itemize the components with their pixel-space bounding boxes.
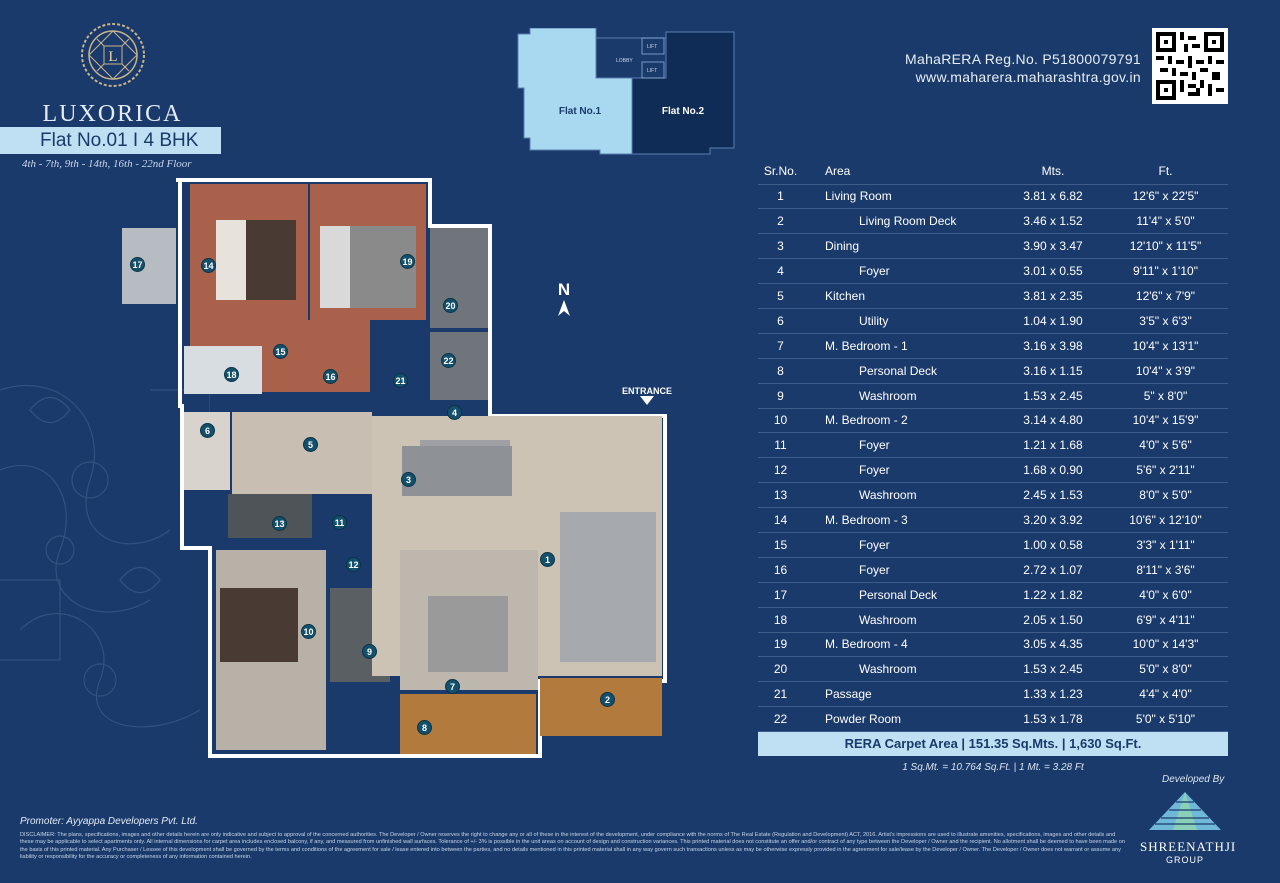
table-row bbox=[758, 508, 1228, 533]
row-ft: 5'0" x 5'10" bbox=[1103, 707, 1228, 732]
row-ft: 4'4" x 4'0" bbox=[1103, 682, 1228, 707]
plan-badge-14: 14 bbox=[201, 258, 216, 273]
row-mts: 1.00 x 0.58 bbox=[1003, 532, 1103, 557]
row-ft: 5" x 8'0" bbox=[1103, 383, 1228, 408]
floor-range: 4th - 7th, 9th - 14th, 16th - 22nd Floor bbox=[22, 158, 192, 170]
row-sr-no: 2 bbox=[758, 209, 803, 234]
plan-badge-8: 8 bbox=[417, 720, 432, 735]
row-ft: 9'11" x 1'10" bbox=[1103, 259, 1228, 284]
row-mts: 3.90 x 3.47 bbox=[1003, 234, 1103, 259]
row-area: Personal Deck bbox=[803, 582, 1003, 607]
table-row bbox=[758, 184, 1228, 209]
row-area: Dining bbox=[803, 234, 1003, 259]
row-area: Personal Deck bbox=[803, 358, 1003, 383]
row-ft: 4'0" x 5'6" bbox=[1103, 433, 1228, 458]
developer-logo bbox=[1140, 790, 1237, 865]
table-body bbox=[758, 184, 1228, 732]
row-area: M. Bedroom - 3 bbox=[803, 508, 1003, 533]
plan-badge-7: 7 bbox=[445, 679, 460, 694]
row-ft: 3'3" x 1'11" bbox=[1103, 532, 1228, 557]
table-row bbox=[758, 483, 1228, 508]
table-row bbox=[758, 284, 1228, 309]
row-area: Powder Room bbox=[803, 707, 1003, 732]
keyplan-flat-1: Flat No.1 bbox=[558, 106, 602, 117]
developer-pyramid-icon bbox=[1145, 790, 1225, 834]
row-sr-no: 21 bbox=[758, 682, 803, 707]
plan-badge-13: 13 bbox=[272, 516, 287, 531]
table-row bbox=[758, 408, 1228, 433]
row-ft: 10'6" x 12'10" bbox=[1103, 508, 1228, 533]
row-mts: 1.33 x 1.23 bbox=[1003, 682, 1103, 707]
table-row bbox=[758, 308, 1228, 333]
plan-badge-16: 16 bbox=[323, 369, 338, 384]
table-row bbox=[758, 433, 1228, 458]
row-ft: 10'0" x 14'3" bbox=[1103, 632, 1228, 657]
plan-badge-3: 3 bbox=[401, 472, 416, 487]
brand-name: LUXORICA bbox=[42, 101, 183, 127]
table-row bbox=[758, 458, 1228, 483]
row-sr-no: 5 bbox=[758, 284, 803, 309]
table-row bbox=[758, 532, 1228, 557]
plan-badge-20: 20 bbox=[443, 298, 458, 313]
entrance-arrow-icon bbox=[640, 396, 654, 405]
row-mts: 1.04 x 1.90 bbox=[1003, 308, 1103, 333]
plan-badge-11: 11 bbox=[332, 515, 347, 530]
row-sr-no: 13 bbox=[758, 483, 803, 508]
row-sr-no: 18 bbox=[758, 607, 803, 632]
row-area: Washroom bbox=[803, 607, 1003, 632]
row-mts: 1.53 x 1.78 bbox=[1003, 707, 1103, 732]
plan-badge-17: 17 bbox=[130, 257, 145, 272]
plan-badge-22: 22 bbox=[441, 353, 456, 368]
row-sr-no: 8 bbox=[758, 358, 803, 383]
row-sr-no: 4 bbox=[758, 259, 803, 284]
plan-badge-6: 6 bbox=[200, 423, 215, 438]
row-area: Foyer bbox=[803, 259, 1003, 284]
plan-badge-4: 4 bbox=[447, 405, 462, 420]
row-sr-no: 20 bbox=[758, 657, 803, 682]
plan-badge-2: 2 bbox=[600, 692, 615, 707]
row-mts: 3.20 x 3.92 bbox=[1003, 508, 1103, 533]
row-area: Foyer bbox=[803, 433, 1003, 458]
table-row bbox=[758, 259, 1228, 284]
keyplan-flat-2: Flat No.2 bbox=[661, 106, 705, 117]
row-ft: 6'9" x 4'11" bbox=[1103, 607, 1228, 632]
row-mts: 2.72 x 1.07 bbox=[1003, 557, 1103, 582]
keyplan-lift-2: LIFT bbox=[647, 68, 658, 74]
row-sr-no: 17 bbox=[758, 582, 803, 607]
row-sr-no: 12 bbox=[758, 458, 803, 483]
row-mts: 1.22 x 1.82 bbox=[1003, 582, 1103, 607]
row-sr-no: 14 bbox=[758, 508, 803, 533]
table-header-row bbox=[758, 159, 1228, 184]
row-ft: 4'0" x 6'0" bbox=[1103, 582, 1228, 607]
row-ft: 12'6" x 7'9" bbox=[1103, 284, 1228, 309]
entrance-label: ENTRANCE bbox=[622, 386, 673, 396]
plan-badge-19: 19 bbox=[400, 254, 415, 269]
row-sr-no: 15 bbox=[758, 532, 803, 557]
table-row bbox=[758, 234, 1228, 259]
plan-badge-15: 15 bbox=[273, 344, 288, 359]
row-ft: 5'6" x 2'11" bbox=[1103, 458, 1228, 483]
row-sr-no: 9 bbox=[758, 383, 803, 408]
row-mts: 3.46 x 1.52 bbox=[1003, 209, 1103, 234]
plan-badge-5: 5 bbox=[303, 437, 318, 452]
plan-badge-21: 21 bbox=[393, 373, 408, 388]
table-row bbox=[758, 682, 1228, 707]
row-ft: 10'4" x 13'1" bbox=[1103, 333, 1228, 358]
table-row bbox=[758, 632, 1228, 657]
table-row bbox=[758, 209, 1228, 234]
table-row bbox=[758, 707, 1228, 732]
row-area: Kitchen bbox=[803, 284, 1003, 309]
row-area: Washroom bbox=[803, 483, 1003, 508]
rera-reg-number: MahaRERA Reg.No. P51800079791 bbox=[905, 51, 1141, 67]
entrance-marker bbox=[622, 386, 672, 407]
table-row bbox=[758, 383, 1228, 408]
plan-badge-18: 18 bbox=[224, 367, 239, 382]
north-arrow-icon bbox=[557, 300, 571, 316]
row-mts: 1.53 x 2.45 bbox=[1003, 657, 1103, 682]
table-row bbox=[758, 557, 1228, 582]
row-area: M. Bedroom - 1 bbox=[803, 333, 1003, 358]
north-compass bbox=[554, 280, 574, 321]
row-area: M. Bedroom - 2 bbox=[803, 408, 1003, 433]
area-table bbox=[758, 159, 1228, 732]
carpet-area-banner: RERA Carpet Area | 151.35 Sq.Mts. | 1,630 Sq.Ft. bbox=[758, 732, 1228, 756]
row-ft: 10'4" x 15'9" bbox=[1103, 408, 1228, 433]
unit-conversion: 1 Sq.Mt. = 10.764 Sq.Ft. | 1 Mt. = 3.28 Ft bbox=[902, 762, 1084, 773]
developed-by-label: Developed By bbox=[1162, 774, 1225, 785]
row-area: Living Room bbox=[803, 184, 1003, 209]
promoter: Promoter: Ayyappa Developers Pvt. Ltd. bbox=[20, 816, 198, 827]
developer-name: SHREENATHJI bbox=[1140, 839, 1237, 854]
row-mts: 1.68 x 0.90 bbox=[1003, 458, 1103, 483]
row-ft: 5'0" x 8'0" bbox=[1103, 657, 1228, 682]
qr-code-icon bbox=[1156, 32, 1224, 100]
rera-info bbox=[905, 50, 1141, 86]
keyplan-lift-1: LIFT bbox=[647, 44, 658, 50]
row-area: Washroom bbox=[803, 383, 1003, 408]
table-row bbox=[758, 358, 1228, 383]
brand-logo bbox=[40, 22, 185, 128]
row-sr-no: 22 bbox=[758, 707, 803, 732]
row-sr-no: 7 bbox=[758, 333, 803, 358]
row-ft: 3'5" x 6'3" bbox=[1103, 308, 1228, 333]
row-area: Utility bbox=[803, 308, 1003, 333]
table-row bbox=[758, 657, 1228, 682]
row-mts: 2.45 x 1.53 bbox=[1003, 483, 1103, 508]
header-ft: Ft. bbox=[1103, 159, 1228, 184]
flat-title: Flat No.01 I 4 BHK bbox=[0, 127, 221, 154]
plan-badge-10: 10 bbox=[301, 624, 316, 639]
plan-badge-9: 9 bbox=[362, 644, 377, 659]
row-mts: 2.05 x 1.50 bbox=[1003, 607, 1103, 632]
disclaimer: DISCLAIMER: The plans, specifications, images and other details herein are only indicative and subject to approval of the concerned authorities. The Developer / Owner reserves the right to change any or all of these in the interest of the development, under compliance with the norms of The Real Estate (Regulation and Development) ACT, 2016. Artist's impressions are used to illustrate amenities, specifications, images and other details and these may be applicable to select apartments only. All internal dimensions for carpet area includes enclosed balcony, if any, and measured from unfinished wall surfaces. Tolerance of +/- 3% is possible in the unit areas on account of design and construction variances. This printed material does not constitute an offer and/or contract of any type between the Developer / Owner and the recipient. No allotment shall be deemed to have been made on the basis of this printed material. Any Purchaser / Lessee of this development shall be governed by the terms and conditions of the agreement for sale / lease entered into between the parties, and no details mentioned in this printed material shall in any way govern such transactions unless as may be otherwise expressly provided in the agreement for sale/lease by the Developer / Owner. The Developer / Owner does not warrant or assume any liability or responsibility for the accuracy or completeness of any information contained herein. bbox=[20, 832, 1125, 861]
plan-badge-1: 1 bbox=[540, 552, 555, 567]
key-plan bbox=[510, 28, 738, 160]
row-ft: 11'4" x 5'0" bbox=[1103, 209, 1228, 234]
plan-badge-12: 12 bbox=[346, 557, 361, 572]
table-row bbox=[758, 582, 1228, 607]
header-area: Area bbox=[803, 159, 1003, 184]
row-ft: 10'4" x 3'9" bbox=[1103, 358, 1228, 383]
row-ft: 12'6" x 22'5" bbox=[1103, 184, 1228, 209]
row-area: Living Room Deck bbox=[803, 209, 1003, 234]
table-row bbox=[758, 333, 1228, 358]
row-sr-no: 10 bbox=[758, 408, 803, 433]
row-mts: 3.14 x 4.80 bbox=[1003, 408, 1103, 433]
row-mts: 3.05 x 4.35 bbox=[1003, 632, 1103, 657]
row-area: Foyer bbox=[803, 458, 1003, 483]
row-mts: 3.16 x 3.98 bbox=[1003, 333, 1103, 358]
table-row bbox=[758, 607, 1228, 632]
row-area: Foyer bbox=[803, 557, 1003, 582]
emblem-letter: L bbox=[107, 49, 118, 65]
row-mts: 1.53 x 2.45 bbox=[1003, 383, 1103, 408]
row-mts: 3.81 x 6.82 bbox=[1003, 184, 1103, 209]
row-mts: 3.16 x 1.15 bbox=[1003, 358, 1103, 383]
row-area: Foyer bbox=[803, 532, 1003, 557]
header-mts: Mts. bbox=[1003, 159, 1103, 184]
row-sr-no: 3 bbox=[758, 234, 803, 259]
keyplan-lobby: LOBBY bbox=[616, 58, 633, 64]
rera-url: www.maharera.maharashtra.gov.in bbox=[915, 69, 1141, 85]
header-sr-no: Sr.No. bbox=[758, 159, 803, 184]
row-ft: 8'0" x 5'0" bbox=[1103, 483, 1228, 508]
row-area: Washroom bbox=[803, 657, 1003, 682]
row-sr-no: 11 bbox=[758, 433, 803, 458]
developer-group: GROUP bbox=[1165, 855, 1204, 865]
row-area: Passage bbox=[803, 682, 1003, 707]
row-sr-no: 19 bbox=[758, 632, 803, 657]
qr-code bbox=[1152, 28, 1228, 104]
row-mts: 3.81 x 2.35 bbox=[1003, 284, 1103, 309]
row-mts: 3.01 x 0.55 bbox=[1003, 259, 1103, 284]
row-ft: 8'11" x 3'6" bbox=[1103, 557, 1228, 582]
row-sr-no: 16 bbox=[758, 557, 803, 582]
row-sr-no: 6 bbox=[758, 308, 803, 333]
north-label: N bbox=[557, 280, 571, 299]
emblem-icon bbox=[80, 22, 146, 88]
row-ft: 12'10" x 11'5" bbox=[1103, 234, 1228, 259]
row-mts: 1.21 x 1.68 bbox=[1003, 433, 1103, 458]
row-area: M. Bedroom - 4 bbox=[803, 632, 1003, 657]
row-sr-no: 1 bbox=[758, 184, 803, 209]
